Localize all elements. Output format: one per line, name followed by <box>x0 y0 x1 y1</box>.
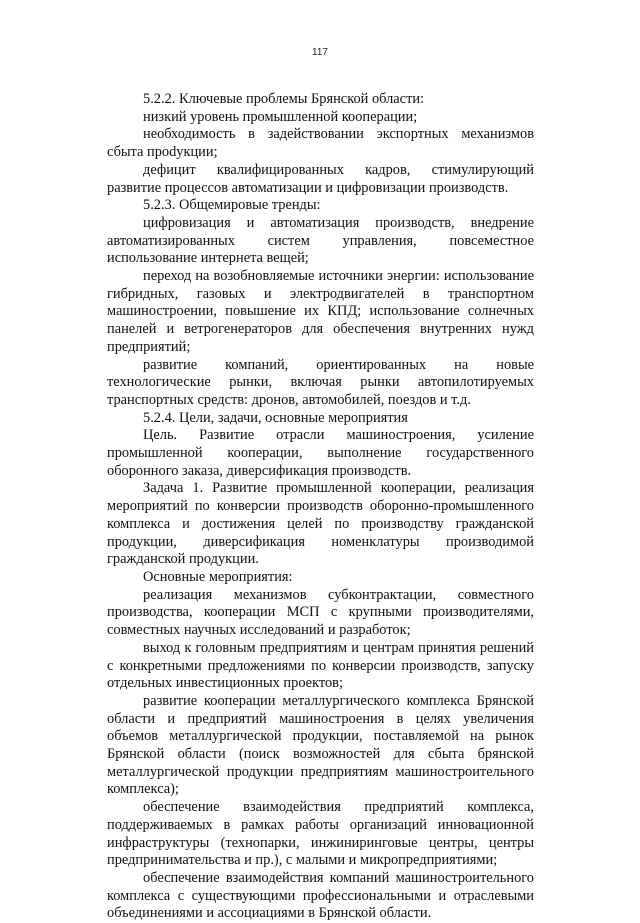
goal-paragraph: Цель. Развитие отрасли машиностроения, усиление промышленной кооперации, выполнение государственного оборонного заказа, диверсификация производств. <box>107 427 534 479</box>
list-item: низкий уровень промышленной кооперации; <box>143 108 418 125</box>
list-item: дефицит квалифицированных кадров, стимулирующий развитие процессов автоматизации и цифровизации производств. <box>107 161 534 196</box>
heading-key-problems: 5.2.2. Ключевые проблемы Брянской области: <box>143 91 425 107</box>
task-paragraph: Задача 1. Развитие промышленной кооперации, реализация мероприятий по конверсии производств оборонно-промышленного комплекса и достижения целей по производству гражданской продукции, диверсификация номенклатуры производимой гражданской продукции. <box>107 480 534 568</box>
heading-global-trends: 5.2.3. Общемировые тренды: <box>143 197 321 214</box>
list-item: обеспечение взаимодействия компаний машиностроительного комплекса с существующими профессиональными и отраслевыми объединениями и ассоциациями в Брянской области. <box>107 869 534 922</box>
list-item: обеспечение взаимодействия предприятий комплекса, поддерживаемых в рамках работы организаций инновационной инфраструктуры (технопарки, инжиниринговые центры, центры предпринимательства и пр.), с малыми и микропредприятиями; <box>107 799 534 869</box>
heading-main-activities: Основные мероприятия: <box>143 568 293 585</box>
list-item: развитие компаний, ориентированных на новые технологические рынки, включая рынки автопилотируемых транспортных средств: дронов, автомобилей, поездов и т.д. <box>107 356 534 408</box>
list-item: необходимость в задействовании экспортных механизмов сбыта проdукции; <box>107 126 534 161</box>
heading-goals-tasks: 5.2.4. Цели, задачи, основные мероприятия <box>143 409 408 426</box>
list-item: переход на возобновляемые источники энергии: использование гибридных, газовых и электродвигателей в транспортном машиностроении, повышение их КПД; использование солнечных панелей и ветрогенераторов для обеспечения внутренних нужд предприятий; <box>107 268 534 355</box>
list-item: реализация механизмов субконтрактации, совместного производства, кооперации МСП с крупными производителями, совместных научных исследований и разработок; <box>107 586 534 639</box>
page-number: 117 <box>312 47 328 58</box>
list-item: развитие кооперации металлургического комплекса Брянской области и предприятий машиностроения в целях увеличения объемов металлургической продукции, поставляемой на рынок Брянской области (поиск возможностей для сбыта брянской металлургической продукции предприятиям машиностроительного комплекса); <box>107 692 534 798</box>
list-item: выход к головным предприятиям и центрам принятия решений с конкретными предложениями по конверсии производств, запуску отдельных инвестиционных проектов; <box>107 639 534 692</box>
document-body <box>107 91 534 923</box>
list-item: цифровизация и автоматизация производств, внедрение автоматизированных систем управления, повсеместное использование интернета вещей; <box>107 214 534 267</box>
